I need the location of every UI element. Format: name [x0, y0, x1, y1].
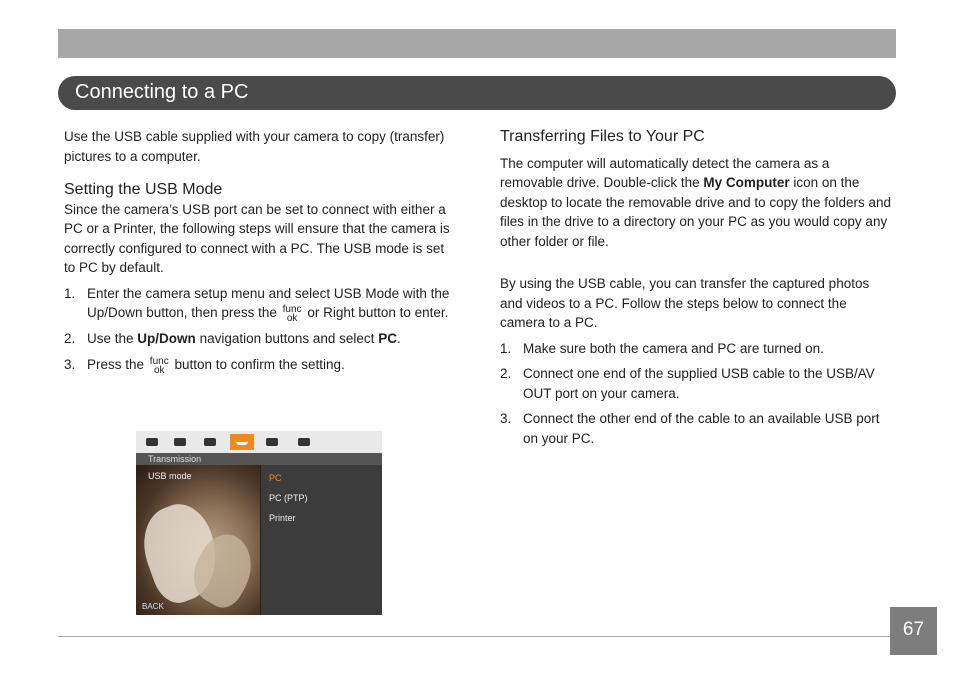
- section-title-bar: [58, 76, 896, 110]
- connect-steps: [500, 339, 892, 449]
- auto-detect-paragraph: The computer will automatically detect the camera as a removable drive. Double-click the My Computer icon on the desktop to locate the removable drive and to copy the folders and files in the drive to a directory on your PC as you would copy any other folder or file.: [500, 155, 891, 249]
- func-ok-icon: func ok: [149, 355, 169, 376]
- step-number: 1.: [64, 285, 76, 301]
- left-column: [64, 127, 459, 375]
- pc-label: PC: [378, 331, 397, 346]
- step-text: navigation buttons and select: [199, 331, 375, 346]
- step-text: Make sure both the camera and PC are turned on.: [523, 340, 824, 356]
- step-text: Enter the camera setup menu and select USB Mode with the Up/Down button, then press the: [87, 285, 450, 320]
- right-column: [500, 127, 892, 448]
- step-text: button to confirm the setting.: [174, 356, 345, 372]
- transferring-files-heading: Transferring Files to Your PC: [500, 128, 705, 145]
- step-number: 3.: [500, 411, 512, 426]
- func-ok-icon: func ok: [282, 304, 302, 324]
- usb-port-paragraph: Since the camera’s USB port can be set to connect with either a PC or a Printer, the following steps will ensure that the camera is correctly configured to connect with a PC. The USB mode is set to PC by default.: [64, 201, 450, 275]
- step-number: 2.: [500, 366, 512, 381]
- step-text: Use the: [87, 331, 134, 346]
- connection-icon: [230, 434, 254, 450]
- step-text: Connect one end of the supplied USB cable to the USB/AV OUT port on your camera.: [523, 366, 875, 401]
- my-computer-label: My Computer: [703, 175, 790, 190]
- menu-tabs: [136, 431, 382, 453]
- transmission-header: Transmission: [136, 453, 382, 465]
- intro-paragraph: Use the USB cable supplied with your camera to copy (transfer) pictures to a computer.: [64, 129, 445, 164]
- step-number: 1.: [500, 340, 512, 356]
- back-label: BACK: [142, 602, 164, 611]
- scissors-icon: [198, 434, 222, 450]
- step-number: 3.: [64, 356, 76, 372]
- step-text: Press the: [87, 356, 145, 372]
- playback-icon: [292, 434, 316, 450]
- camera-icon: [140, 434, 164, 450]
- header-band: [58, 29, 896, 58]
- usb-mode-menu-item: USB mode: [148, 471, 192, 481]
- page-number: 67: [890, 607, 937, 655]
- step-text: or Right button to enter.: [307, 305, 449, 320]
- setting-usb-mode-heading: Setting the USB Mode: [64, 181, 223, 198]
- option-printer: Printer: [269, 513, 296, 523]
- step-item: [500, 364, 892, 403]
- step-item: [64, 355, 459, 375]
- footer-divider: [58, 636, 890, 637]
- card-icon: [260, 434, 284, 450]
- usb-cable-paragraph: By using the USB cable, you can transfer the captured photos and videos to a PC. Follow the steps below to connect the camera to a PC.: [500, 276, 870, 330]
- step-item: [500, 409, 892, 448]
- step-item: [500, 339, 892, 359]
- step-number: 2.: [64, 331, 76, 346]
- option-pc-ptp: PC (PTP): [269, 493, 308, 503]
- step-text: .: [396, 331, 401, 346]
- flower-photo: [136, 465, 260, 615]
- video-icon: [168, 434, 192, 450]
- up-down-label: Up/Down: [137, 331, 196, 346]
- step-item: [64, 284, 459, 324]
- option-pc: PC: [269, 473, 282, 483]
- camera-screen-image: [136, 431, 382, 615]
- usb-mode-steps: [64, 284, 459, 375]
- section-title: Connecting to a PC: [75, 81, 249, 103]
- step-text: Connect the other end of the cable to an available USB port on your PC.: [523, 411, 880, 446]
- usb-options-list: [260, 465, 382, 615]
- step-item: [64, 329, 459, 349]
